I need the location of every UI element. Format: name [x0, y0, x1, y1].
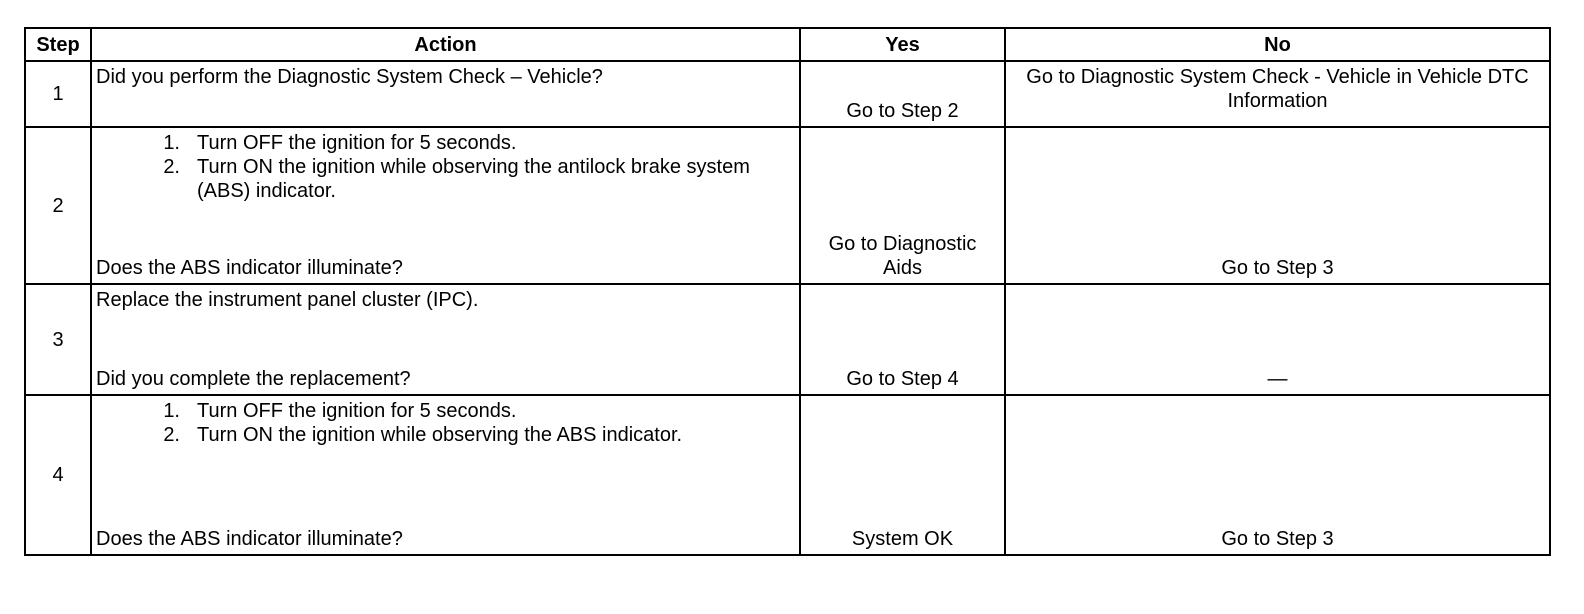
substep-item — [96, 131, 795, 155]
header-yes: Yes — [800, 28, 1005, 61]
substep-item — [96, 399, 795, 423]
step-number: 3 — [25, 284, 91, 395]
substep-item — [96, 423, 795, 447]
yes-text: System OK — [851, 528, 954, 550]
substep-text: Turn ON the ignition while observing the ABS indicator. — [197, 424, 683, 446]
step-number: 2 — [25, 127, 91, 284]
substep-number: 2. — [163, 424, 180, 446]
no-text: Go to Step 3 — [1221, 257, 1334, 279]
no-text: Go to Step 3 — [1221, 528, 1334, 550]
substep-text: Turn ON the ignition while observing the antilock brake system (ABS) indicator. — [197, 156, 750, 202]
substep-text: Turn OFF the ignition for 5 seconds. — [197, 132, 517, 154]
no-cell — [1005, 395, 1550, 555]
yes-cell — [800, 395, 1005, 555]
action-cell — [91, 284, 800, 395]
substep-list — [96, 399, 795, 447]
no-cell — [1005, 61, 1550, 127]
header-step: Step — [25, 28, 91, 61]
no-cell — [1005, 284, 1550, 395]
header-row — [25, 28, 1550, 61]
yes-text: Go to Step 2 — [846, 100, 959, 122]
action-question: Does the ABS indicator illuminate? — [96, 528, 403, 550]
header-no: No — [1005, 28, 1550, 61]
substep-number: 1. — [163, 400, 180, 422]
diagnostic-table — [24, 27, 1551, 556]
substep-text: Turn OFF the ignition for 5 seconds. — [197, 400, 517, 422]
action-cell — [91, 61, 800, 127]
action-question: Does the ABS indicator illuminate? — [96, 257, 403, 279]
action-cell — [91, 395, 800, 555]
yes-text: Go to Step 4 — [846, 368, 959, 390]
substep-number: 2. — [163, 156, 180, 178]
substep-number: 1. — [163, 132, 180, 154]
yes-text: Go to Diagnostic Aids — [828, 233, 977, 279]
no-text: — — [1267, 368, 1288, 390]
substep-list — [96, 131, 795, 203]
table-row-step-1 — [25, 61, 1550, 127]
header-action: Action — [91, 28, 800, 61]
no-cell — [1005, 127, 1550, 284]
action-cell — [91, 127, 800, 284]
yes-cell — [800, 61, 1005, 127]
yes-cell — [800, 284, 1005, 395]
action-text: Did you perform the Diagnostic System Check – Vehicle? — [96, 66, 603, 88]
action-question: Did you complete the replacement? — [96, 368, 411, 390]
table-row-step-3 — [25, 284, 1550, 395]
substep-item — [96, 155, 795, 203]
step-number: 4 — [25, 395, 91, 555]
table-row-step-4 — [25, 395, 1550, 555]
yes-cell — [800, 127, 1005, 284]
action-text: Replace the instrument panel cluster (IPC). — [96, 289, 479, 311]
no-text: Go to Diagnostic System Check - Vehicle in Vehicle DTC Information — [1026, 66, 1529, 112]
table-row-step-2 — [25, 127, 1550, 284]
step-number: 1 — [25, 61, 91, 127]
